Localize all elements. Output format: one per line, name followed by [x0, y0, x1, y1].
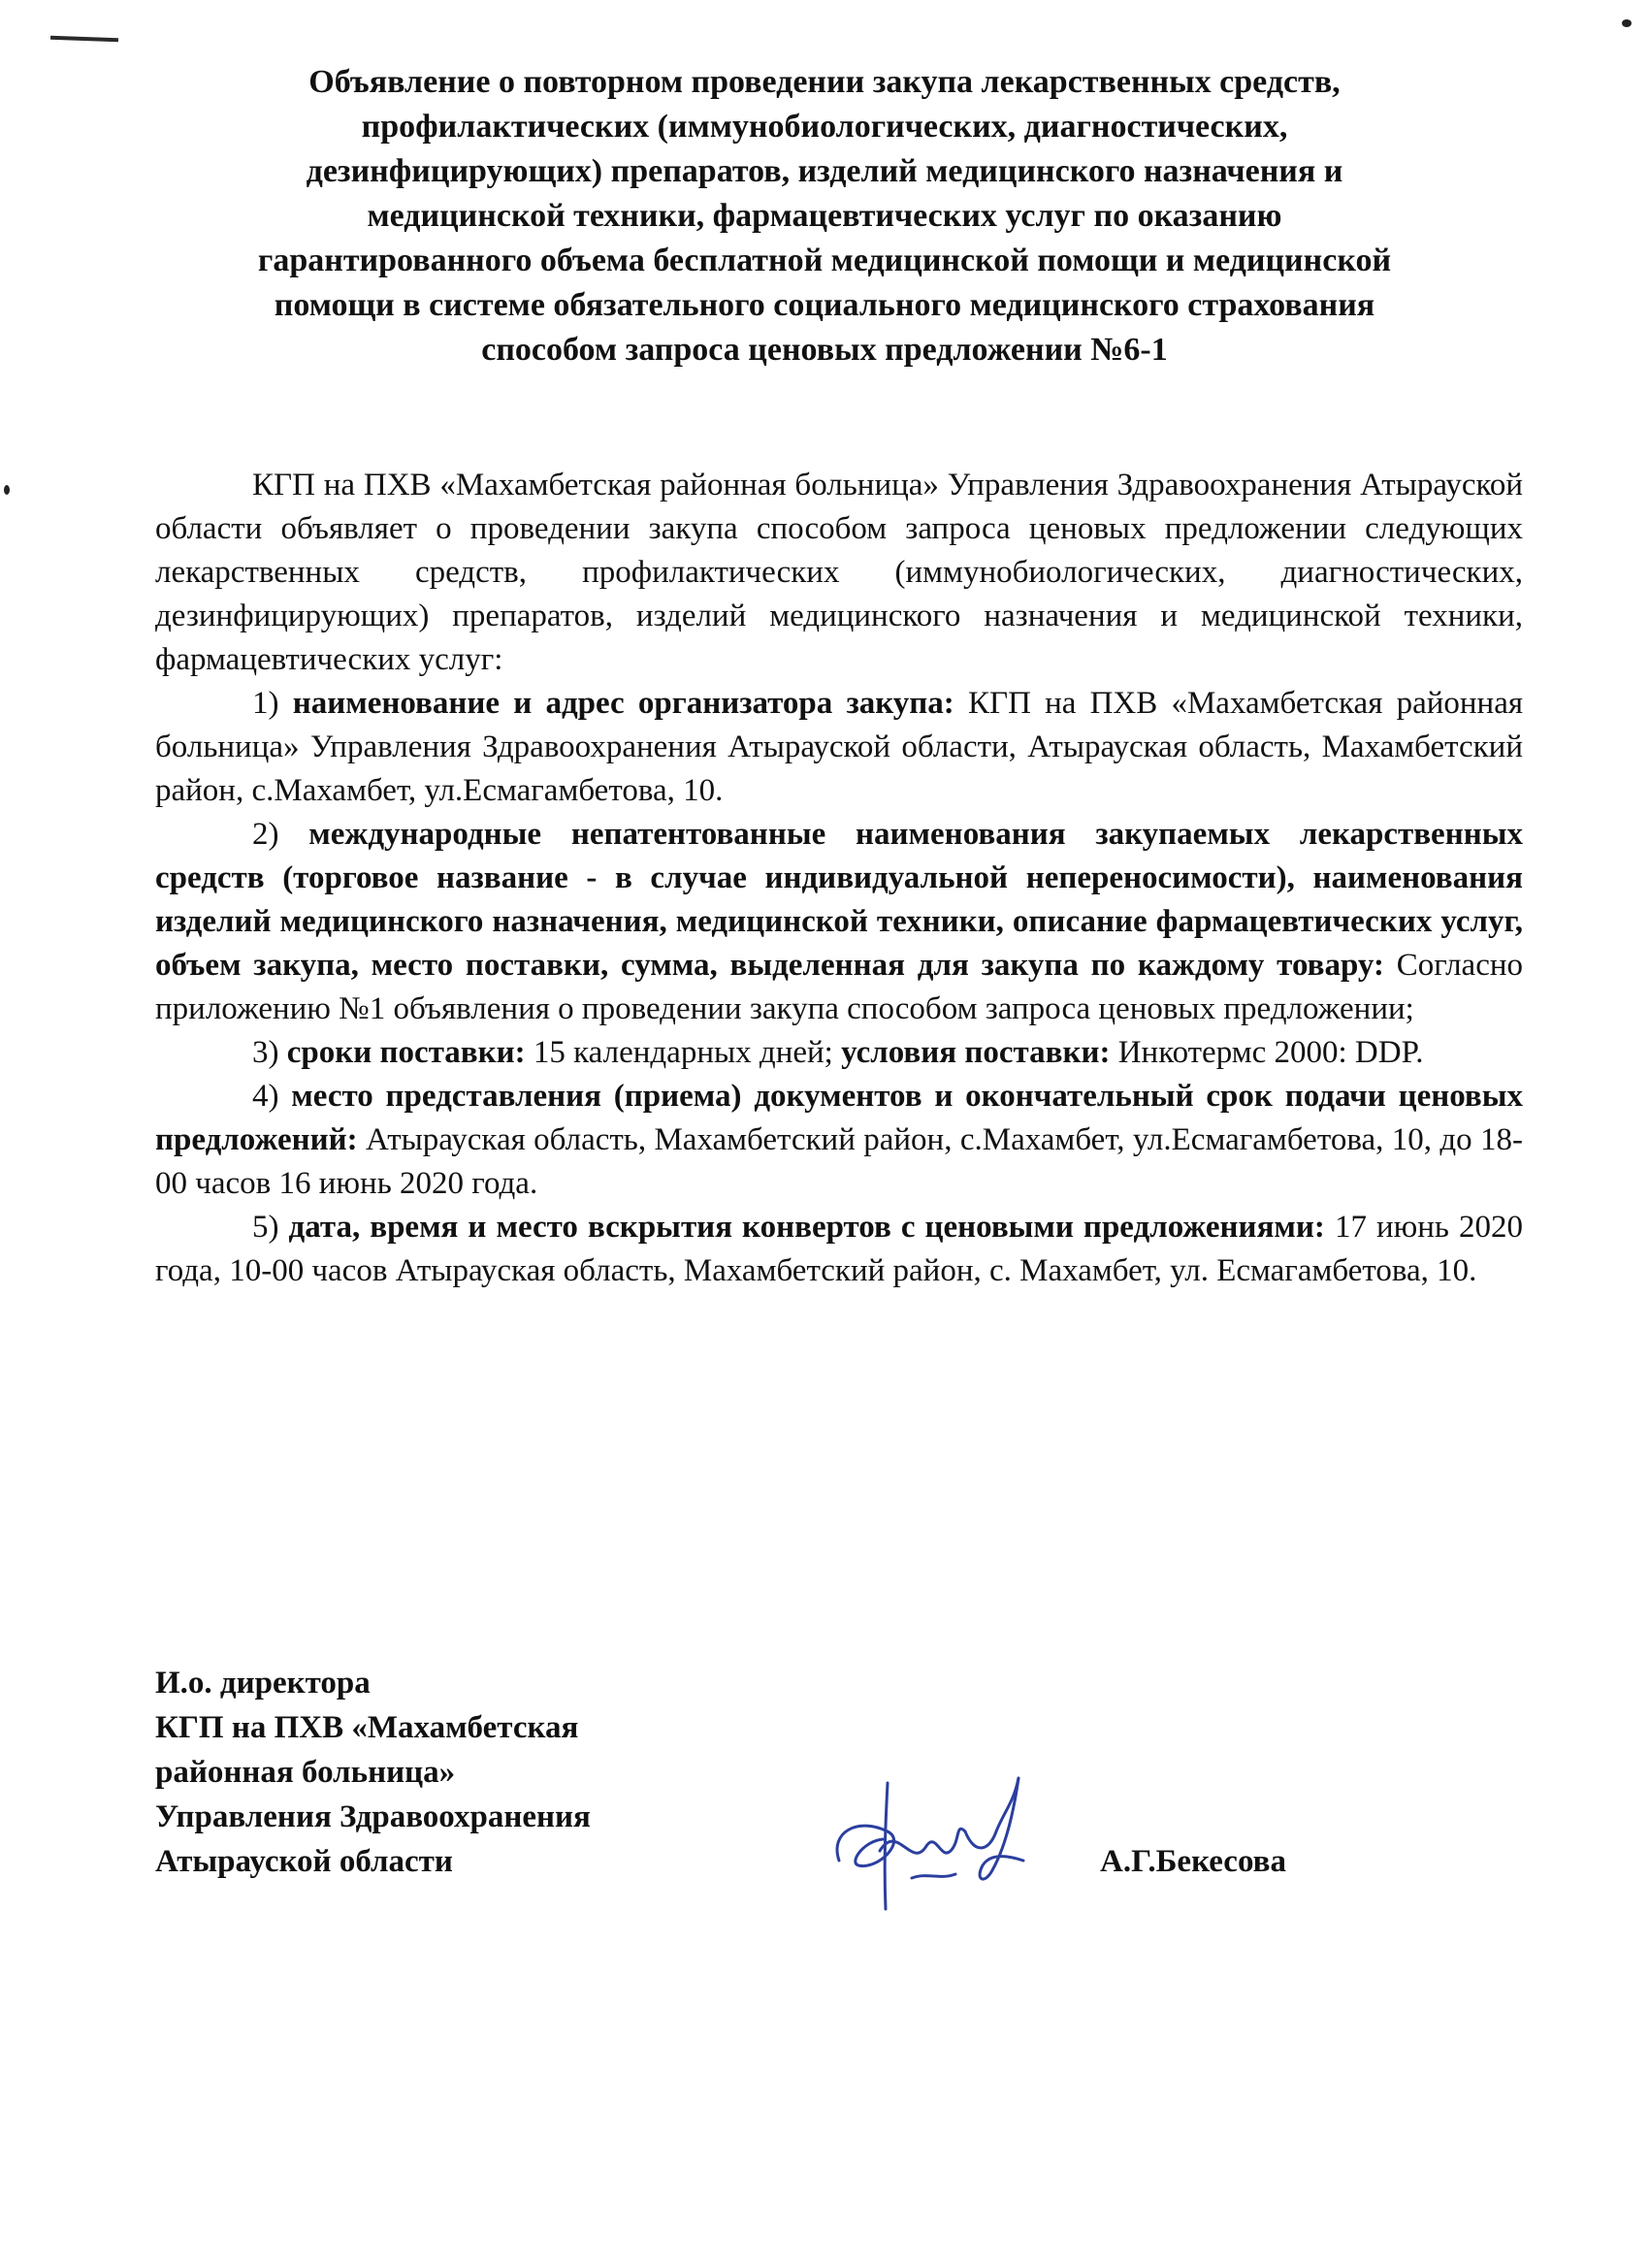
- item-label: международные непатентованные наименования закупаемых лекарственных средств (торговое название - в случае индивидуальной непереносимости), наименования изделий медицинского назначения, медицинской техники, описание фармацевтических услуг, объем закупа, место поставки, сумма, выделенная для закупа по каждому товару:: [155, 817, 1523, 983]
- item-number: 3): [252, 1035, 279, 1070]
- item-text: Согласно приложению №1 объявления о проведении закупа способом запроса ценовых предложении;: [155, 948, 1523, 1026]
- item-number: 4): [252, 1079, 279, 1114]
- item-number: 5): [252, 1210, 279, 1245]
- handwritten-signature: [820, 1764, 1052, 1919]
- signatory-line: КГП на ПХВ «Махамбетская: [155, 1710, 579, 1745]
- signatory-line: Атырауской области: [155, 1844, 453, 1879]
- signatory-line: районная больница»: [155, 1755, 456, 1790]
- title-line: профилактических (иммунобиологических, диагностических,: [361, 109, 1288, 145]
- scan-speck: [4, 485, 10, 495]
- item-1: [155, 682, 1523, 813]
- signatory-name: А.Г.Бекесова: [1100, 1844, 1286, 1879]
- title-line: медицинской техники, фармацевтических услуг по оказанию: [367, 198, 1282, 234]
- signatory-line: Управления Здравоохранения: [155, 1799, 591, 1834]
- item-label-secondary: условия поставки:: [841, 1035, 1111, 1070]
- item-label: наименование и адрес организатора закупа:: [292, 686, 954, 721]
- announcement-body: [155, 464, 1523, 1293]
- item-label: сроки поставки:: [286, 1035, 526, 1070]
- title-line: способом запроса ценовых предложении №6-1: [481, 332, 1168, 368]
- signatory-block: [155, 1661, 591, 1884]
- item-number: 2): [252, 817, 279, 852]
- scan-mark: [50, 36, 118, 42]
- item-5: [155, 1206, 1523, 1293]
- item-text: 17 июнь 2020 года, 10-00 часов Атырауская область, Махамбетский район, с. Махамбет, ул. Есмагамбетова, 10.: [155, 1210, 1524, 1288]
- intro-paragraph: КГП на ПХВ «Махамбетская районная больница» Управления Здравоохранения Атырауской области объявляет о проведении закупа способом запроса ценовых предложении следующих лекарственных средств, профилактических (иммунобиологических, диагностических, дезинфицирующих) препаратов, изделий медицинского назначения и медицинской техники, фармацевтических услуг:: [155, 468, 1523, 677]
- item-text-secondary: Инкотермс 2000: DDP.: [1117, 1035, 1424, 1070]
- item-3: [155, 1031, 1523, 1075]
- item-number: 1): [252, 686, 279, 721]
- item-4: [155, 1075, 1523, 1206]
- title-line: Объявление о повторном проведении закупа лекарственных средств,: [308, 64, 1341, 100]
- item-label: место представления (приема) документов и окончательный срок подачи ценовых предложений:: [155, 1079, 1524, 1157]
- scan-speck: [1622, 19, 1632, 27]
- document-title: [155, 60, 1494, 373]
- item-label: дата, время и место вскрытия конвертов с ценовыми предложениями:: [288, 1210, 1325, 1245]
- title-line: дезинфицирующих) препаратов, изделий медицинского назначения и: [306, 153, 1343, 189]
- title-line: гарантированного объема бесплатной медицинской помощи и медицинской: [257, 243, 1392, 278]
- item-text: 15 календарных дней;: [533, 1035, 833, 1070]
- signatory-line: И.о. директора: [155, 1666, 371, 1701]
- item-text: Атырауская область, Махамбетский район, с.Махамбет, ул.Есмагамбетова, 10, до 18-00 часов 16 июнь 2020 года.: [155, 1122, 1523, 1201]
- item-text: КГП на ПХВ «Махамбетская районная больница» Управления Здравоохранения Атырауской области, Атырауская область, Махамбетский район, с.Махамбет, ул.Есмагамбетова, 10.: [155, 686, 1524, 808]
- title-line: помощи в системе обязательного социального медицинского страхования: [274, 287, 1375, 323]
- item-2: [155, 813, 1523, 1031]
